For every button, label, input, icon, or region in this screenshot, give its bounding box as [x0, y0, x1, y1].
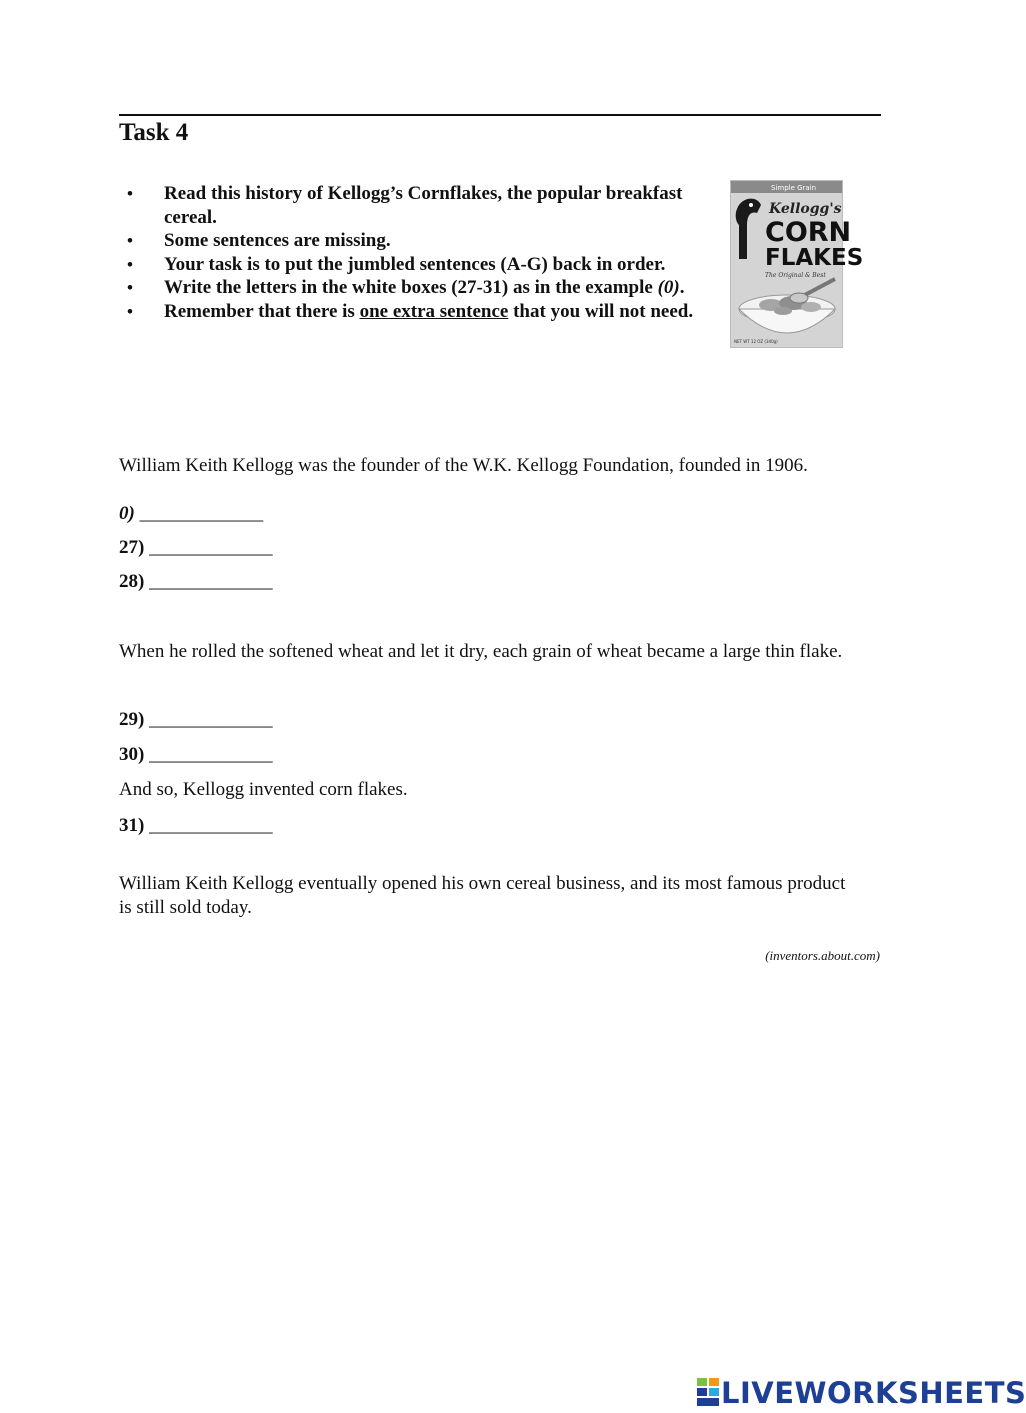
gap-0-answer-line[interactable]: _____________ — [139, 503, 264, 524]
cereal-box-tagline: The Original & Best — [765, 272, 826, 279]
cereal-box-image — [730, 180, 864, 348]
gap-28-answer-line[interactable]: _____________ — [149, 571, 273, 592]
instruction-item — [119, 253, 729, 277]
paragraph-3: And so, Kellogg invented corn flakes. — [119, 779, 408, 800]
instruction-text: Some sentences are missing. — [164, 230, 391, 251]
gap-30-number: 30) — [119, 744, 145, 765]
gap-29 — [119, 709, 273, 731]
cereal-box-weight: NET WT 12 OZ (340g) — [734, 339, 778, 344]
bullet-icon: • — [127, 231, 133, 250]
instruction-text: Your task is to put the jumbled sentences (A-G) back in order. — [164, 253, 666, 275]
gap-0-number: 0) — [119, 503, 135, 524]
cereal-box-top-text: Simple Grain — [771, 184, 817, 192]
source-citation: (inventors.about.com) — [765, 948, 880, 963]
bullet-icon: • — [127, 278, 133, 297]
instruction-text: Remember that there is — [164, 300, 360, 322]
gap-30-answer-line[interactable]: _____________ — [149, 744, 273, 765]
top-rule — [119, 114, 881, 116]
instruction-item — [119, 300, 729, 324]
bullet-icon: • — [127, 301, 133, 321]
task-title: Task 4 — [119, 119, 189, 146]
gap-27-number: 27) — [119, 537, 145, 558]
gap-29-number: 29) — [119, 709, 145, 730]
gap-29-answer-line[interactable]: _____________ — [149, 709, 273, 730]
liveworksheets-logo[interactable] — [697, 1376, 1026, 1410]
gap-31-number: 31) — [119, 815, 145, 836]
paragraph-1: William Keith Kellogg was the founder of the W.K. Kellogg Foundation, founded in 1906. — [119, 455, 808, 476]
gap-27-answer-line[interactable]: _____________ — [149, 537, 273, 558]
gap-0 — [119, 503, 263, 525]
instruction-item — [119, 182, 729, 229]
bullet-icon: • — [127, 184, 133, 203]
paragraph-2: When he rolled the softened wheat and let it dry, each grain of wheat became a large thin flake. — [119, 641, 843, 662]
instruction-item — [119, 229, 729, 253]
instruction-list — [119, 182, 729, 323]
gap-28-number: 28) — [119, 571, 145, 592]
cereal-box-brand: Kellogg's — [769, 201, 842, 217]
bullet-icon: • — [127, 254, 133, 274]
instruction-text: Read this history of Kellogg’s Cornflakes, the popular breakfast cereal. — [164, 183, 683, 228]
liveworksheets-logo-text: LIVEWORKSHEETS — [721, 1376, 1026, 1410]
cereal-box-line2: FLAKES — [765, 245, 864, 271]
liveworksheets-logo-icon — [697, 1378, 721, 1408]
instruction-text: that you will not need. — [508, 300, 694, 322]
instruction-text: one extra sentence — [359, 300, 509, 322]
gap-28 — [119, 571, 273, 593]
instruction-item — [119, 276, 729, 300]
gap-27 — [119, 537, 273, 559]
gap-30 — [119, 744, 273, 766]
paragraph-4: William Keith Kellogg eventually opened his own cereal business, and its most famous product is still sold today. — [119, 873, 846, 918]
instruction-text: Write the letters in the white boxes (27-31) as in the example — [164, 277, 658, 298]
cereal-box-line1: CORN — [765, 217, 852, 248]
gap-31-answer-line[interactable]: _____________ — [149, 815, 273, 836]
instruction-text: . — [679, 277, 685, 298]
gap-31 — [119, 815, 273, 837]
cereal-box-illustration — [731, 181, 864, 347]
instruction-text: (0) — [657, 277, 680, 298]
